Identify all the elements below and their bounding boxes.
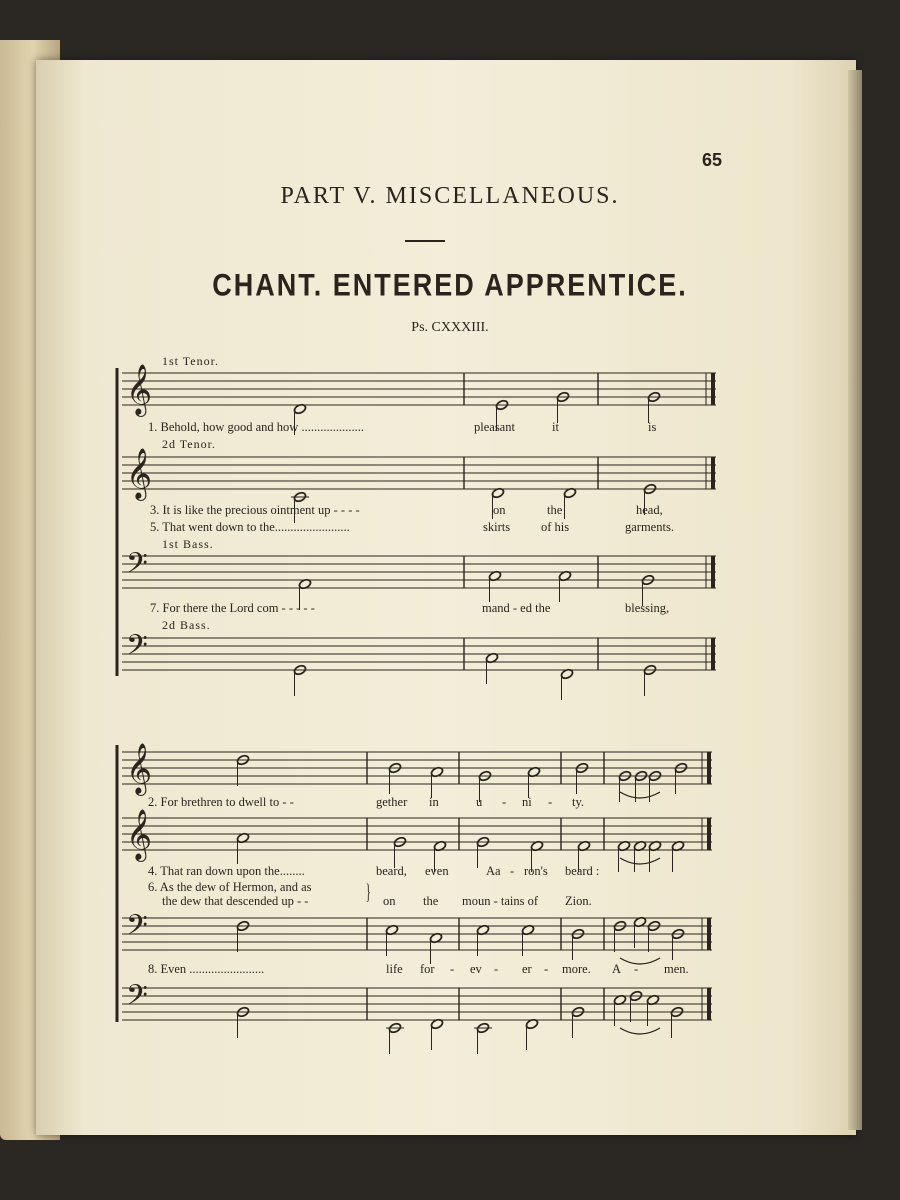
slur xyxy=(620,1028,660,1034)
lyric-verse-6a: 6. As the dew of Hermon, and as xyxy=(148,880,312,894)
lyric-word: ron's xyxy=(524,864,548,878)
lyric-word: - xyxy=(450,962,455,976)
part-label-1st-tenor: 1st Tenor. xyxy=(162,354,219,368)
lyric-word: Aa xyxy=(486,864,501,878)
part-label-1st-bass: 1st Bass. xyxy=(162,537,214,551)
slur xyxy=(620,858,660,864)
lyric-word: more. xyxy=(562,962,591,976)
final-bar xyxy=(711,373,715,405)
lyric-word: - xyxy=(510,864,515,878)
lyric-verse-7: 7. For there the Lord com - - - - - xyxy=(150,601,315,615)
part-label-2d-bass: 2d Bass. xyxy=(162,618,211,632)
lyric-word: pleasant xyxy=(474,420,515,434)
part-title: PART V. MISCELLANEOUS. xyxy=(280,183,620,209)
lyric-word: ev xyxy=(470,962,482,976)
brace-symbol: } xyxy=(365,879,371,904)
final-bar xyxy=(707,752,711,784)
lyric-verse-5: 5. That went down to the........................ xyxy=(150,520,350,534)
slur xyxy=(620,792,660,798)
lyric-word: - xyxy=(502,795,507,809)
final-bar xyxy=(707,988,711,1020)
bass-clef: 𝄢 xyxy=(126,909,148,949)
lyric-word: the xyxy=(423,894,439,908)
lyric-word: gether xyxy=(376,795,408,809)
final-bar xyxy=(707,918,711,950)
lyric-word: the xyxy=(547,503,563,517)
lyric-word: of his xyxy=(541,520,570,534)
lyric-word: garments. xyxy=(625,520,674,534)
lyric-word: er xyxy=(522,962,532,976)
lyric-verse-8: 8. Even ........................ xyxy=(148,962,265,976)
final-bar xyxy=(707,818,711,850)
final-bar xyxy=(711,556,715,588)
lyric-word: mand - ed the xyxy=(482,601,551,615)
lyric-word: men. xyxy=(664,962,689,976)
final-bar xyxy=(711,457,715,489)
bass-clef: 𝄢 xyxy=(126,979,148,1019)
lyric-word: beard, xyxy=(376,864,407,878)
chant-title: CHANT. ENTERED APPRENTICE. xyxy=(212,267,688,303)
lyric-word: on xyxy=(493,503,506,517)
lyric-word: ty. xyxy=(572,795,585,809)
page-number: 65 xyxy=(702,150,723,170)
lyric-word: skirts xyxy=(483,520,511,534)
lyric-verse-4: 4. That ran down upon the........ xyxy=(148,864,305,878)
lyric-verse-3: 3. It is like the precious ointment up - - - - xyxy=(150,503,360,517)
lyric-word: Zion. xyxy=(565,894,592,908)
lyric-word: ni xyxy=(522,795,532,809)
final-bar xyxy=(711,638,715,670)
lyric-word: even xyxy=(425,864,449,878)
lyric-word: is xyxy=(648,420,657,434)
psalm-reference: Ps. CXXXIII. xyxy=(411,320,489,335)
lyric-word: u xyxy=(476,795,483,809)
treble-clef: 𝄞 xyxy=(126,809,153,860)
treble-clef: 𝄞 xyxy=(126,364,153,415)
bass-clef: 𝄢 xyxy=(126,629,148,669)
lyric-word: - xyxy=(634,962,639,976)
lyric-word: for xyxy=(420,962,435,976)
slur xyxy=(620,958,660,964)
lyric-word: blessing, xyxy=(625,601,670,615)
lyric-word: beard : xyxy=(565,864,600,878)
lyric-word: head, xyxy=(636,503,663,517)
lyric-verse-1: 1. Behold, how good and how .................... xyxy=(148,420,364,434)
treble-clef: 𝄞 xyxy=(126,448,153,499)
lyric-word: - xyxy=(494,962,499,976)
lyric-word: it xyxy=(552,420,559,434)
lyric-word: on xyxy=(383,894,396,908)
lyric-word: in xyxy=(429,795,439,809)
treble-clef: 𝄞 xyxy=(126,743,153,794)
lyric-verse-6b: the dew that descended up - - xyxy=(162,894,309,908)
lyric-word: - xyxy=(544,962,549,976)
lyric-word: A xyxy=(612,962,622,976)
part-label-2d-tenor: 2d Tenor. xyxy=(162,437,216,451)
lyric-word: life xyxy=(386,962,403,976)
lyric-word: - xyxy=(548,795,553,809)
bass-clef: 𝄢 xyxy=(126,547,148,587)
lyric-verse-2: 2. For brethren to dwell to - - xyxy=(148,795,294,809)
lyric-word: moun - tains of xyxy=(462,894,539,908)
